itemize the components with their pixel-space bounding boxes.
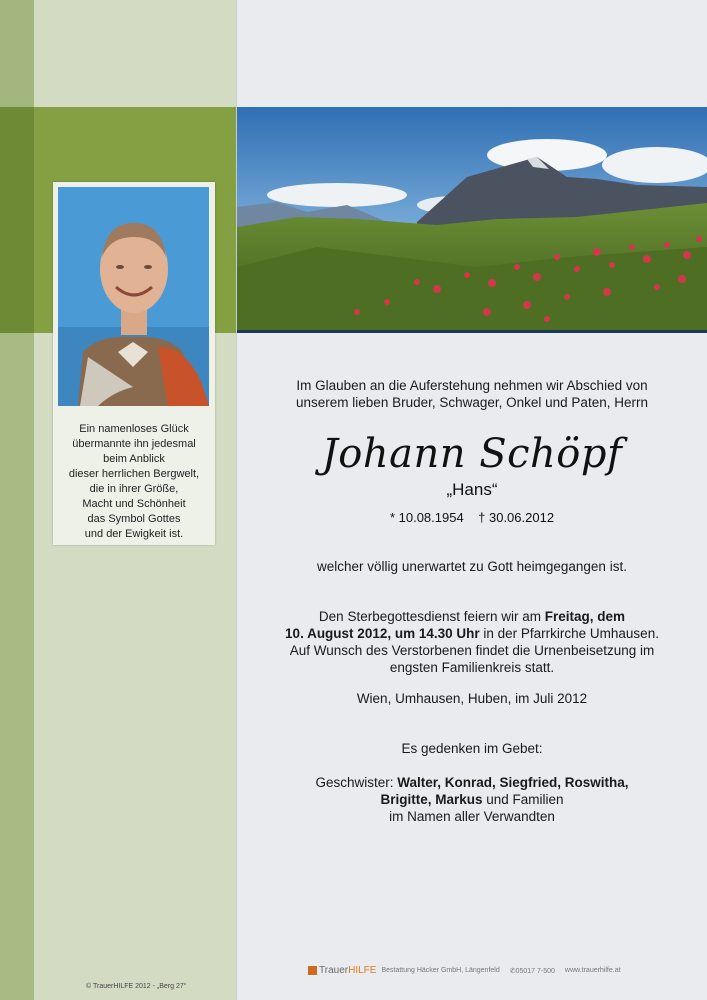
intro-line: Im Glauben an die Auferstehung nehmen wir Abschied von [296, 378, 648, 393]
intro-text [247, 377, 697, 411]
phone-number: ✆05017 7-500 [509, 967, 555, 975]
left-edge-accent-band [0, 107, 34, 333]
memorial-quote [53, 422, 215, 542]
brand-name-accent: HILFE [348, 965, 377, 976]
life-dates [247, 510, 697, 525]
service-text: in der Pfarrkirche Umhausen. [479, 626, 659, 641]
nickname: „Hans“ [446, 480, 498, 499]
quote-line: und der Ewigkeit ist. [84, 528, 184, 540]
death-date: † 30.06.2012 [478, 510, 555, 525]
service-text: Den Sterbegottesdienst feiern wir am [318, 609, 545, 624]
brand-name: Trauer [319, 965, 349, 976]
quote-line: Ein namenloses Glück [79, 423, 189, 435]
service-line [247, 608, 697, 625]
quote-line: Macht und Schönheit [82, 498, 186, 510]
left-edge-top-band [0, 0, 34, 107]
family-line [247, 791, 697, 808]
passing-text: welcher völlig unerwartet zu Gott heimgegangen ist. [317, 559, 627, 574]
header-rule [237, 330, 707, 333]
family-label: Geschwister: [315, 775, 398, 790]
footer [308, 965, 698, 976]
service-time-bold: 10. August 2012, um 14.30 Uhr [285, 626, 480, 641]
service-announcement [247, 608, 697, 676]
quote-line: dieser herrlichen Bergwelt, [68, 468, 200, 480]
family-text: und Familien [482, 792, 564, 807]
service-line [247, 625, 697, 642]
service-date-bold: Freitag, dem [544, 609, 626, 624]
place-date: Wien, Umhausen, Huben, im Juli 2012 [356, 691, 588, 706]
prayer-heading: Es gedenken im Gebet: [401, 741, 543, 756]
birth-date: * 10.08.1954 [389, 510, 464, 525]
copyright-note: © TrauerHILFE 2012 - „Berg 27“ [86, 983, 187, 990]
service-line: engsten Familienkreis statt. [389, 660, 555, 675]
company-name: Bestattung Häcker GmbH, Längenfeld [381, 967, 500, 974]
trauerhilfe-logo-icon [308, 966, 317, 975]
quote-line: das Symbol Gottes [87, 513, 181, 525]
quote-line: übermannte ihn jedesmal [72, 438, 196, 450]
deceased-name: Johann Schöpf [321, 431, 623, 477]
website-link[interactable]: www.trauerhilfe.at [564, 967, 621, 974]
sibling-names: Brigitte, Markus [380, 792, 483, 807]
portrait-photo [58, 187, 209, 406]
sibling-names: Walter, Konrad, Siegfried, Roswitha, [397, 775, 629, 790]
family-line [247, 774, 697, 791]
family-line: im Namen aller Verwandten [389, 809, 555, 824]
service-line: Auf Wunsch des Verstorbenen findet die Urnenbeisetzung im [289, 643, 655, 658]
mountain-landscape-image [237, 107, 707, 330]
portrait-card [53, 182, 215, 545]
family-mourners [247, 774, 697, 825]
quote-line: die in ihrer Größe, [89, 483, 179, 495]
quote-line: beim Anblick [103, 453, 165, 465]
intro-line: unserem lieben Bruder, Schwager, Onkel und Paten, Herrn [296, 395, 648, 410]
